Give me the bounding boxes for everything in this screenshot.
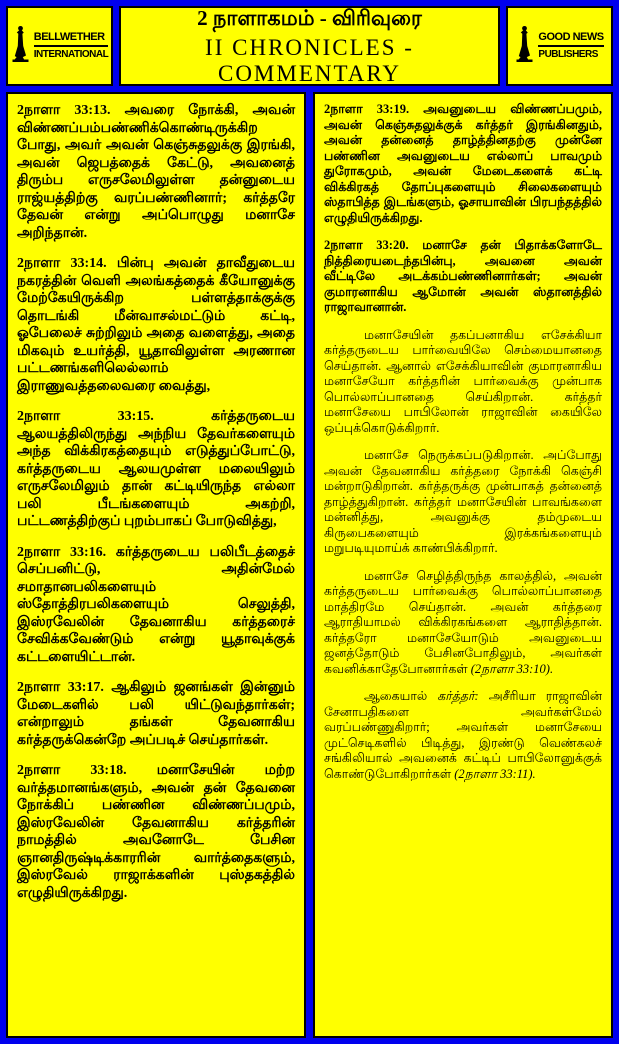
verse-33-14 xyxy=(17,255,295,395)
verse-33-20 xyxy=(324,238,602,316)
commentary-paragraph-4 xyxy=(324,689,602,782)
commentary-body xyxy=(6,92,613,1038)
bellwether-statue-icon xyxy=(11,26,30,67)
scripture-citation: (2நாளா 33:10). xyxy=(470,661,554,676)
commentary-paragraph-1 xyxy=(324,328,602,437)
bellwether-logo-box xyxy=(6,6,113,86)
page-title-english: II CHRONICLES - COMMENTARY xyxy=(205,34,414,86)
verse-text: கர்த்தருடைய பலிபீடத்தைச் செப்பனிட்டு, அதின்மேல் சமாதானபலிகளையும் ஸ்தோத்திரபலிகளையும் செலுத்தி, இஸ்ரவேலின் தேவனாகிய கர்த்தரைச் சேவிக்கவேண்டும் என்று யூதாவுக்குக் கட்டளையிட்டான். xyxy=(17,544,296,665)
verse-33-18 xyxy=(17,762,295,902)
verse-ref: 2நாளா 33:17. xyxy=(17,680,104,695)
commentary-text: மனாசே செழித்திருந்த காலத்தில், அவன் கர்த்தருடைய பார்வைக்கு பொல்லாப்பானதை மாத்திரமே செய்தான். அவன் கர்த்தரை ஆராதியாமல் விக்கிரகங்களை ஆராதித்தான். கர்த்தரோ மனாசேயோடும் அவனுடைய ஜனத்தோடும் பேசினபோதிலும், அவர்கள் கவனிக்காதேபோனார்கள் xyxy=(324,568,602,676)
publisher-logo-line2: PUBLISHERS xyxy=(538,49,598,60)
publisher-logo-text xyxy=(538,31,603,61)
commentary-text: அசீரியா ராஜாவின் சேனாபதிகளை அவர்கள்மேல் வரப்பண்ணுகிறார்; அவர்கள் மனாசேயை முட்செடிகளில் பிடித்து, இரண்டு வெண்கலச் சங்கிலியால் அவனைக் கட்டிப் பாபிலோனுக்குக் கொண்டுபோகிறார்கள் xyxy=(324,689,602,781)
commentary-paragraph-2 xyxy=(324,448,602,557)
verse-text: கர்த்தருடைய ஆலயத்திலிருந்து அந்நிய தேவர்களையும் அந்த விக்கிரகத்தையும் எடுத்துப்போட்டு, கர்த்தருடைய ஆலயமுள்ள மலையிலும் எருசலேமிலும் தான் கட்டியிருந்த எல்லா பலி பீடங்களையும் அகற்றி, பட்டணத்திற்குப் புறம்பாகப் போடுவித்து, xyxy=(17,409,296,529)
title-box xyxy=(119,6,500,86)
verse-33-19 xyxy=(324,102,602,226)
page-header xyxy=(6,6,613,86)
commentary-emphasis: கர்த்தர்: xyxy=(437,689,479,703)
right-text-column xyxy=(313,92,613,1038)
verse-33-16 xyxy=(17,544,295,667)
verse-text: அவரை நோக்கி, அவன் விண்ணப்பம்பண்ணிக்கொண்டிருக்கிற போது, அவர் அவன் கெஞ்சுதலுக்கு இரங்கி, அவன் ஜெபத்தைக் கேட்டு, அவனைத் திரும்ப எருசலேமிலுள்ள தன்னுடைய ராஜ்யத்திற்கு வரப்பண்ணினார்; கர்த்தரே தேவன் என்று அப்பொழுது மனாசே அறிந்தான். xyxy=(17,103,296,241)
verse-ref: 2நாளா 33:14. xyxy=(17,256,107,271)
verse-33-17 xyxy=(17,679,295,749)
verse-text: ஆகிலும் ஜனங்கள் இன்னும் மேடைகளில் பலி யிட்டுவந்தார்கள்; என்றாலும் தங்கள் தேவனாகிய கர்த்தருக்கென்றே அப்படிச் செய்தார்கள். xyxy=(17,680,296,748)
publisher-statue-icon xyxy=(515,26,534,67)
verse-ref: 2நாளா 33:15. xyxy=(17,409,154,424)
verse-text: அவனுடைய விண்ணப்பமும், அவன் கெஞ்சுதலுக்குக் கர்த்தர் இரங்கினதும், அவன் தன்னைத் தாழ்த்தினதற்கு முன்னே பண்ணின அவனுடைய எல்லாப் பாவமும் துரோகமும், அவன் மேடைகளைக் கட்டி விக்கிரகத் தோப்புகளையும் சிலைகளையும் ஸ்தாபித்த இடங்களும், ஓசாயாவின் பிரபந்தத்தில் எழுதியிருக்கிறது. xyxy=(324,102,602,225)
page-title-tamil: 2 நாளாகமம் - விரிவுரை xyxy=(197,5,422,30)
scripture-citation: (2நாளா 33:11). xyxy=(454,766,536,781)
commentary-text: ஆகையால் xyxy=(364,689,438,703)
good-news-publishers-logo-box xyxy=(506,6,613,86)
verse-ref: 2நாளா 33:18. xyxy=(17,763,127,778)
bellwether-logo-line1: BELLWETHER xyxy=(34,31,108,47)
bellwether-logo-line2: INTERNATIONAL xyxy=(33,49,109,60)
commentary-text: மனாசே நெருக்கப்படுகிறான். அப்போது அவன் தேவனாகிய கர்த்தரை நோக்கி கெஞ்சி மன்றாடுகிறான். கர்த்தருக்கு முன்பாகத் தன்னைத் தாழ்த்துகிறான். கர்த்தர் மனாசேயின் பாவங்களை மன்னித்து, அவனுக்கு தம்முடைய கிருபைகளையும் இரக்கங்களையும் மறுபடியுமாய்க் காண்பிக்கிறார். xyxy=(324,448,602,555)
verse-ref: 2நாளா 33:20. xyxy=(324,238,409,252)
verse-33-13 xyxy=(17,102,295,242)
publisher-logo-line1: GOOD NEWS xyxy=(538,31,603,47)
verse-ref: 2நாளா 33:13. xyxy=(17,103,111,118)
commentary-paragraph-3 xyxy=(324,569,602,678)
left-text-column xyxy=(6,92,306,1038)
verse-ref: 2நாளா 33:19. xyxy=(324,102,410,116)
verse-33-15 xyxy=(17,408,295,531)
commentary-text: மனாசேயின் தகப்பனாகிய எசேக்கியா கர்த்தருடைய பார்வையிலே செம்மையானதை செய்தான். ஆனால் எசேக்கியாவின் குமாரனாகிய மனாசேயோ கர்த்தரின் பார்வைக்கு முன்பாக பொல்லாப்பானதை செய்கிறான். கர்த்தர் மனாசேயை பாபிலோன் ராஜாவின் கையிலே ஒப்புக்கொடுக்கிறார். xyxy=(324,327,602,435)
verse-text: மனாசே தன் பிதாக்களோடே நித்திரையடைந்தபின்பு, அவனை அவன் வீட்டிலே அடக்கம்பண்ணினார்கள்; அவன் குமாரனாகிய ஆமோன் அவன் ஸ்தானத்தில் ராஜாவானான். xyxy=(324,238,602,314)
verse-text: மனாசேயின் மற்ற வர்த்தமானங்களும், அவன் தன் தேவனை நோக்கிப் பண்ணின விண்ணப்பமும், இஸ்ரவேலின் தேவனாகிய கர்த்தரின் நாமத்தில் அவனோடே பேசின ஞானதிருஷ்டிக்காரரின் வார்த்தைகளும், இஸ்ரவேல் ராஜாக்களின் புஸ்தகத்தில் எழுதியிருக்கிறது. xyxy=(17,763,295,901)
verse-ref: 2நாளா 33:16. xyxy=(17,544,107,560)
bellwether-logo-text xyxy=(34,31,108,61)
verse-text: பின்பு அவன் தாவீதுடைய நகரத்தின் வெளி அலங்கத்தைக் கீயோனுக்கு மேற்கேயிருக்கிற பள்ளத்தாக்குக்கு தொடங்கி மீன்வாசல்மட்டும் கட்டி, ஓபேலைச் சுற்றிலும் அதை வளைத்து, அதை மிகவும் உயர்த்தி, யூதாவிலுள்ள அரணான பட்டணங்களிலெல்லாம் இராணுவத்தலைவரை வைத்து, xyxy=(17,256,295,394)
